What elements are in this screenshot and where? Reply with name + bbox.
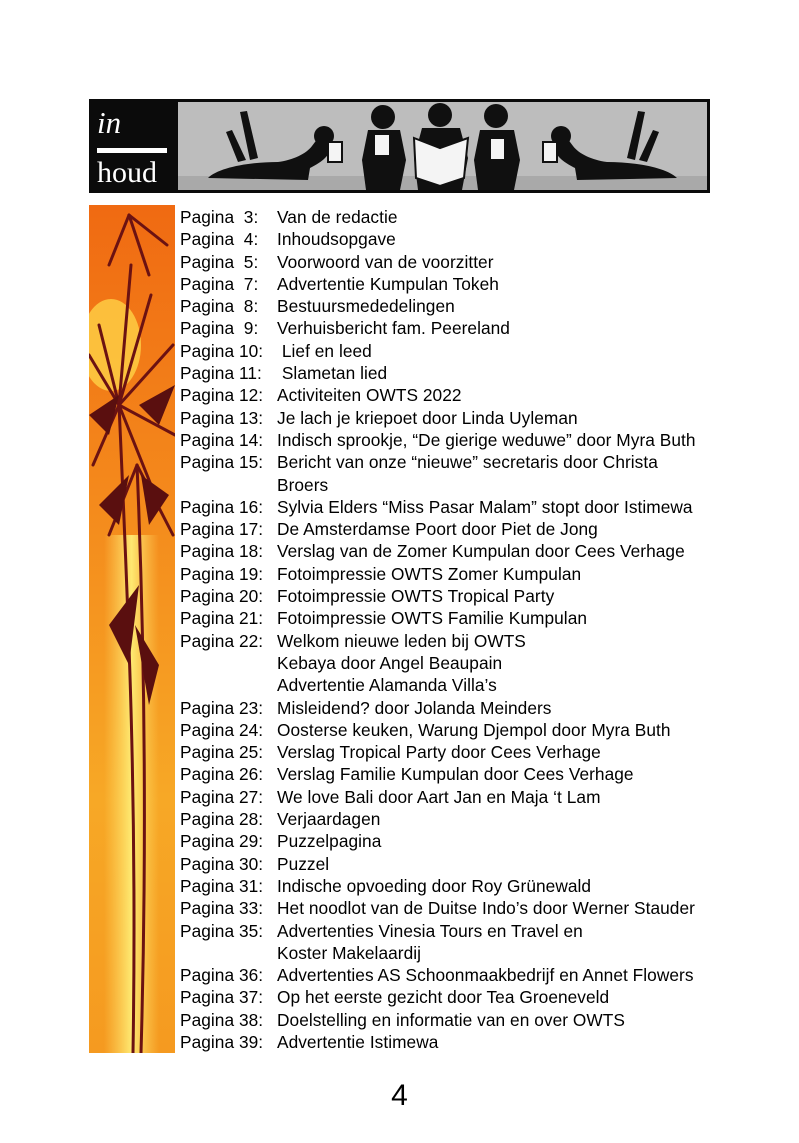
toc-title xyxy=(277,317,510,339)
toc-page-label: Pagina 28: xyxy=(180,809,264,830)
toc-title xyxy=(277,384,462,406)
toc-page-label: Pagina 31: xyxy=(180,875,264,896)
toc-entry xyxy=(180,273,790,295)
toc-page-label: Pagina 8: xyxy=(180,296,259,317)
toc-entry xyxy=(180,808,790,830)
toc-title-line: Van de redactie xyxy=(277,207,398,227)
toc-title-line: Voorwoord van de voorzitter xyxy=(277,251,494,272)
toc-page-label: Pagina 19: xyxy=(180,563,264,584)
toc-title-line: Verhuisbericht fam. Peereland xyxy=(277,318,510,339)
toc-title-line: Oosterse keuken, Warung Djempol door Myra Buth xyxy=(277,719,671,740)
toc-page-label: Pagina 15: xyxy=(180,452,264,473)
toc-page-label: Pagina 7: xyxy=(180,273,259,294)
header-title-box xyxy=(89,99,175,193)
toc-entry xyxy=(180,295,790,317)
toc-page-label: Pagina 18: xyxy=(180,541,264,562)
toc-title-line: Welkom nieuwe leden bij OWTS xyxy=(277,630,526,651)
toc-title-line: Inhoudsopgave xyxy=(277,229,396,250)
toc-entry xyxy=(180,607,790,629)
toc-title-line: Sylvia Elders “Miss Pasar Malam” stopt door Istimewa xyxy=(277,496,693,517)
toc-entry xyxy=(180,920,790,965)
toc-title-line: Verslag Tropical Party door Cees Verhage xyxy=(277,742,601,763)
toc-entry xyxy=(180,697,790,719)
toc-entry xyxy=(180,830,790,852)
toc-title-line: Lief en leed xyxy=(277,340,372,361)
toc-page-label: Pagina 35: xyxy=(180,920,264,941)
toc-entry xyxy=(180,407,790,429)
toc-title xyxy=(277,228,396,250)
toc-page-label: Pagina 10: xyxy=(180,340,264,361)
toc-title-line: Verslag Familie Kumpulan door Cees Verhage xyxy=(277,764,634,785)
toc-page-label: Pagina 3: xyxy=(180,207,259,227)
toc-title xyxy=(277,251,494,273)
toc-entry xyxy=(180,585,790,607)
toc-title-line: Koster Makelaardij xyxy=(277,942,422,963)
toc-title-line: Verslag van de Zomer Kumpulan door Cees Verhage xyxy=(277,541,685,562)
toc-title-line: Het noodlot van de Duitse Indo’s door Werner Stauder xyxy=(277,898,695,919)
toc-title xyxy=(277,340,372,362)
toc-entry xyxy=(180,719,790,741)
toc-title-line: Fotoimpressie OWTS Tropical Party xyxy=(277,586,555,607)
reading-people-silhouettes-icon xyxy=(178,102,707,190)
toc-page-label: Pagina 24: xyxy=(180,719,264,740)
toc-entry xyxy=(180,1009,790,1031)
reading-people-banner xyxy=(175,99,710,193)
toc-title xyxy=(277,853,329,875)
toc-title xyxy=(277,273,499,295)
toc-entry xyxy=(180,251,790,273)
toc-page-label: Pagina 36: xyxy=(180,965,264,986)
toc-page-label: Pagina 23: xyxy=(180,697,264,718)
toc-entry xyxy=(180,875,790,897)
toc-page-label: Pagina 12: xyxy=(180,385,264,406)
toc-title-line: Doelstelling en informatie van en over OWTS xyxy=(277,1009,625,1030)
toc-entry xyxy=(180,317,790,339)
toc-page-label: Pagina 21: xyxy=(180,608,264,629)
toc-title xyxy=(277,1031,438,1053)
toc-entry xyxy=(180,206,790,228)
toc-title xyxy=(277,741,601,763)
toc-title-line: Kebaya door Angel Beaupain xyxy=(277,652,503,673)
toc-page-label: Pagina 22: xyxy=(180,630,264,651)
toc-page-label: Pagina 4: xyxy=(180,229,259,250)
toc-page-label: Pagina 16: xyxy=(180,496,264,517)
toc-title-line: Advertentie Alamanda Villa’s xyxy=(277,675,497,696)
toc-page-label: Pagina 25: xyxy=(180,742,264,763)
toc-page-label: Pagina 11: xyxy=(180,363,262,384)
toc-title xyxy=(277,496,693,518)
toc-title xyxy=(277,897,695,919)
toc-title-line: Activiteiten OWTS 2022 xyxy=(277,385,462,406)
toc-title xyxy=(277,920,583,965)
toc-title-line: De Amsterdamse Poort door Piet de Jong xyxy=(277,519,598,540)
toc-title xyxy=(277,786,601,808)
toc-page-label: Pagina 37: xyxy=(180,987,264,1008)
toc-entry xyxy=(180,763,790,785)
toc-entry xyxy=(180,540,790,562)
toc-page-label: Pagina 26: xyxy=(180,764,264,785)
toc-page-label: Pagina 13: xyxy=(180,407,264,428)
toc-title-line: Je lach je kriepoet door Linda Uyleman xyxy=(277,407,578,428)
toc-entry xyxy=(180,964,790,986)
toc-entry xyxy=(180,362,790,384)
toc-title-line: Bericht van onze “nieuwe” secretaris door Christa xyxy=(277,452,658,473)
toc-title xyxy=(277,630,526,697)
toc-page-label: Pagina 20: xyxy=(180,586,264,607)
toc-entry xyxy=(180,786,790,808)
toc-page-label: Pagina 33: xyxy=(180,898,264,919)
toc-title-line: Bestuursmededelingen xyxy=(277,296,455,317)
toc-title-line: Fotoimpressie OWTS Zomer Kumpulan xyxy=(277,563,582,584)
toc-title xyxy=(277,1009,625,1031)
toc-title xyxy=(277,540,685,562)
toc-entry xyxy=(180,853,790,875)
toc-page-label: Pagina 9: xyxy=(180,318,259,339)
toc-title xyxy=(277,830,381,852)
toc-title-line: Puzzelpagina xyxy=(277,831,382,852)
toc-title-line: Fotoimpressie OWTS Familie Kumpulan xyxy=(277,608,588,629)
toc-title xyxy=(277,697,551,719)
toc-page-label: Pagina 29: xyxy=(180,831,264,852)
toc-title xyxy=(277,964,694,986)
toc-title-line: Indische opvoeding door Roy Grünewald xyxy=(277,875,592,896)
toc-title-line: We love Bali door Aart Jan en Maja ‘t Lam xyxy=(277,786,601,807)
toc-title xyxy=(277,563,581,585)
toc-title xyxy=(277,206,398,228)
toc-entry xyxy=(180,451,790,496)
toc-title-line: Op het eerste gezicht door Tea Groeneveld xyxy=(277,987,610,1008)
header-word-in: in xyxy=(97,105,122,140)
toc-entry xyxy=(180,384,790,406)
table-of-contents xyxy=(180,206,790,1053)
toc-title xyxy=(277,719,671,741)
toc-page-label: Pagina 27: xyxy=(180,786,264,807)
toc-title-line: Advertenties Vinesia Tours en Travel en xyxy=(277,920,583,941)
toc-title xyxy=(277,808,380,830)
toc-entry xyxy=(180,741,790,763)
toc-page-label: Pagina 17: xyxy=(180,519,264,540)
toc-entry xyxy=(180,518,790,540)
toc-entry xyxy=(180,630,790,697)
toc-title-line: Advertenties AS Schoonmaakbedrijf en Annet Flowers xyxy=(277,965,694,986)
toc-title xyxy=(277,451,658,496)
header-divider xyxy=(97,148,167,153)
toc-title-line: Broers xyxy=(277,474,329,495)
page-number: 4 xyxy=(391,1079,408,1112)
toc-title xyxy=(277,407,578,429)
toc-page-label: Pagina 30: xyxy=(180,853,264,874)
toc-title-line: Advertentie Kumpulan Tokeh xyxy=(277,273,499,294)
toc-title-line: Advertentie Istimewa xyxy=(277,1031,439,1052)
toc-entry xyxy=(180,228,790,250)
toc-title-line: Slametan lied xyxy=(277,363,388,384)
toc-title-line: Misleidend? door Jolanda Meinders xyxy=(277,697,552,718)
toc-entry xyxy=(180,496,790,518)
toc-title xyxy=(277,429,696,451)
toc-entry xyxy=(180,340,790,362)
toc-title xyxy=(277,763,634,785)
toc-title xyxy=(277,295,455,317)
header-word-houd: houd xyxy=(97,156,157,189)
toc-page-label: Pagina 38: xyxy=(180,1009,264,1030)
toc-title xyxy=(277,607,587,629)
toc-entry xyxy=(180,563,790,585)
toc-page-label: Pagina 39: xyxy=(180,1031,264,1052)
toc-title-line: Indisch sprookje, “De gierige weduwe” door Myra Buth xyxy=(277,429,696,450)
toc-entry xyxy=(180,429,790,451)
palm-tree-sunset-icon xyxy=(89,205,175,1053)
toc-title xyxy=(277,875,591,897)
toc-title xyxy=(277,362,387,384)
toc-title xyxy=(277,585,554,607)
toc-entry xyxy=(180,1031,790,1053)
toc-title-line: Puzzel xyxy=(277,853,330,874)
toc-page-label: Pagina 14: xyxy=(180,429,264,450)
toc-entry xyxy=(180,986,790,1008)
toc-title xyxy=(277,518,598,540)
toc-title xyxy=(277,986,609,1008)
toc-entry xyxy=(180,897,790,919)
toc-title-line: Verjaardagen xyxy=(277,809,381,830)
toc-page-label: Pagina 5: xyxy=(180,251,259,272)
